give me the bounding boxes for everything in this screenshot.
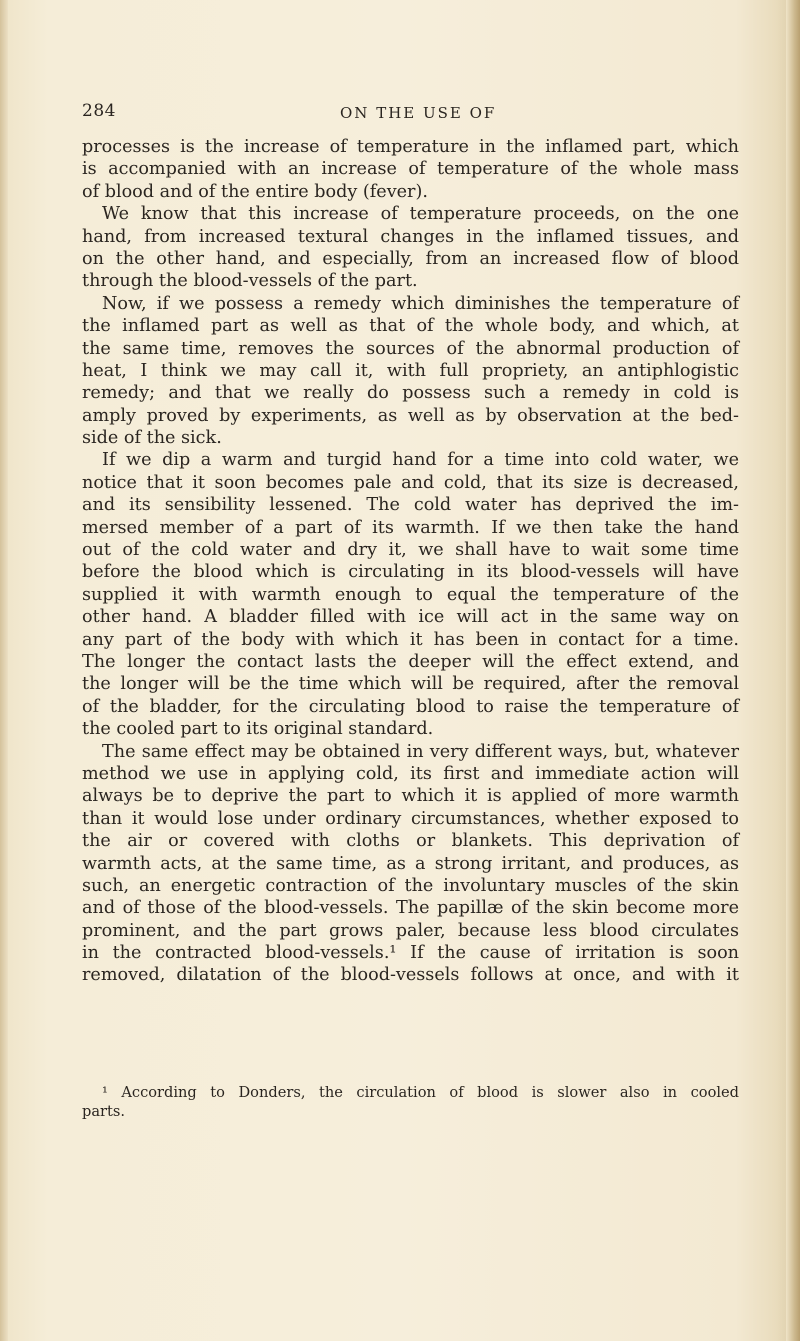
page-number: 284 — [82, 101, 116, 121]
text-line: removed, dilatation of the blood-vessels follows at once, and with it — [82, 965, 739, 986]
text-line: the same time, removes the sources of the abnormal production of — [82, 338, 739, 359]
text-line: The same effect may be obtained in very different ways, but, whatever — [102, 741, 739, 762]
text-line: and its sensibility lessened. The cold water has deprived the im- — [82, 495, 739, 516]
text-line: of the bladder, for the circulating blood to raise the temperature of — [82, 696, 739, 717]
footnote-line: ¹ According to Donders, the circulation of blood is slower also in cooled — [102, 1084, 739, 1101]
footnote-line: parts. — [82, 1103, 126, 1120]
text-line: supplied it with warmth enough to equal the temperature of the — [82, 584, 739, 605]
text-line: out of the cold water and dry it, we shall have to wait some time — [82, 540, 739, 561]
text-line: through the blood-vessels of the part. — [82, 271, 418, 292]
text-line: and of those of the blood-vessels. The papillæ of the skin become more — [82, 898, 739, 919]
running-head: ON THE USE OF — [340, 104, 497, 122]
text-line: the longer will be the time which will be required, after the removal — [82, 674, 739, 695]
text-line: warmth acts, at the same time, as a strong irritant, and produces, as — [82, 853, 739, 874]
text-line: before the blood which is circulating in its blood-vessels will have — [82, 562, 739, 583]
text-line: side of the sick. — [82, 428, 222, 449]
text-line: mersed member of a part of its warmth. If we then take the hand — [82, 517, 739, 538]
text-line: the inflamed part as well as that of the whole body, and which, at — [82, 316, 739, 337]
text-line: Now, if we possess a remedy which diminishes the temperature of — [102, 293, 739, 314]
text-line: processes is the increase of temperature in the inflamed part, which — [82, 137, 739, 157]
text-line: always be to deprive the part to which it is applied of more warmth — [82, 786, 739, 807]
text-line: hand, from increased textural changes in the inflamed tissues, and — [82, 226, 739, 247]
text-line: in the contracted blood-vessels.¹ If the cause of irritation is soon — [82, 943, 739, 964]
text-line: other hand. A bladder filled with ice will act in the same way on — [82, 607, 739, 628]
footnotes — [82, 1083, 739, 1121]
text-line: the air or covered with cloths or blankets. This deprivation of — [82, 831, 739, 852]
text-line: prominent, and the part grows paler, because less blood circulates — [82, 920, 739, 941]
text-line: such, an energetic contraction of the involuntary muscles of the skin — [82, 875, 739, 896]
text-line: of blood and of the entire body (fever). — [82, 181, 428, 202]
text-line: the cooled part to its original standard. — [82, 719, 434, 740]
text-line: amply proved by experiments, as well as by observation at the bed- — [82, 405, 739, 426]
text-line: heat, I think we may call it, with full propriety, an antiphlogistic — [82, 360, 739, 381]
text-line: any part of the body with which it has been in contact for a time. — [82, 629, 739, 650]
text-line: method we use in applying cold, its first and immediate action will — [82, 763, 739, 784]
text-line: is accompanied with an increase of temperature of the whole mass — [82, 159, 739, 180]
body-text — [82, 136, 739, 987]
page-right-edge — [786, 0, 800, 1341]
page-left-edge — [0, 0, 8, 1341]
text-line: We know that this increase of temperature proceeds, on the one — [102, 204, 739, 225]
text-line: The longer the contact lasts the deeper will the effect extend, and — [82, 651, 739, 672]
text-line: remedy; and that we really do possess such a remedy in cold is — [82, 383, 739, 404]
text-line: than it would lose under ordinary circumstances, whether exposed to — [82, 808, 739, 829]
text-line: notice that it soon becomes pale and cold, that its size is decreased, — [82, 472, 739, 493]
text-line: If we dip a warm and turgid hand for a time into cold water, we — [102, 450, 739, 471]
text-line: on the other hand, and especially, from an increased flow of blood — [82, 248, 739, 269]
